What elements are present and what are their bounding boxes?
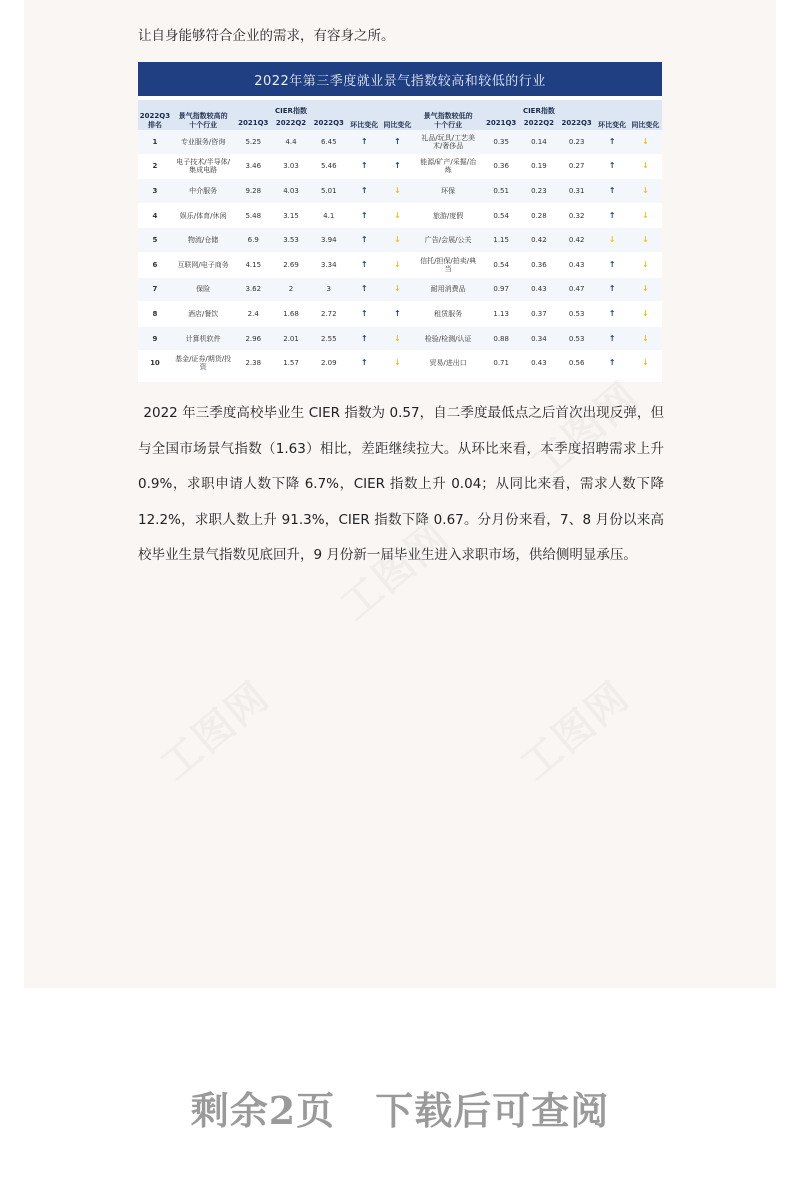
- value-cell: 0.19: [520, 154, 558, 179]
- value-cell: 0.53: [558, 326, 596, 351]
- change-cell: [596, 326, 629, 351]
- arrow-down-icon: ↓: [642, 136, 649, 146]
- arrow-down-icon: ↓: [642, 259, 649, 269]
- value-cell: 4.1: [310, 203, 348, 228]
- change-cell: [348, 351, 381, 376]
- arrow-up-icon: ↑: [608, 284, 616, 294]
- value-cell: 0.14: [520, 130, 558, 154]
- value-cell: 1.68: [272, 302, 310, 327]
- arrow-up-icon: ↑: [608, 259, 616, 269]
- change-cell: [348, 302, 381, 327]
- arrow-up-icon: ↑: [360, 161, 368, 171]
- change-cell: [381, 203, 414, 228]
- value-cell: 3.53: [272, 228, 310, 253]
- value-cell: 3.62: [234, 277, 272, 302]
- rank-cell: 5: [138, 228, 172, 253]
- arrow-up-icon: ↑: [608, 210, 616, 220]
- arrow-down-icon: ↓: [394, 185, 401, 195]
- change-cell: [596, 277, 629, 302]
- table-row: [138, 228, 662, 253]
- arrow-down-icon: ↓: [394, 235, 401, 245]
- value-cell: 0.28: [520, 203, 558, 228]
- download-to-view-text: 下载后可查阅: [375, 1088, 610, 1133]
- change-cell: [596, 154, 629, 179]
- change-cell: [596, 302, 629, 327]
- value-cell: 0.42: [558, 228, 596, 253]
- value-cell: 0.23: [520, 179, 558, 204]
- arrow-up-icon: ↑: [608, 185, 616, 195]
- intro-text-line: 让自身能够符合企业的需求，有容身之所。: [138, 28, 395, 44]
- arrow-up-icon: ↑: [608, 333, 616, 343]
- arrow-up-icon: ↑: [360, 308, 368, 318]
- header-qoq-low: 环比变化: [596, 100, 629, 130]
- change-cell: [629, 228, 662, 253]
- value-cell: 0.54: [482, 203, 520, 228]
- arrow-up-icon: ↑: [360, 235, 368, 245]
- rank-cell: 4: [138, 203, 172, 228]
- table-row: [138, 130, 662, 154]
- header-2021q3-high: 2021Q3: [234, 116, 272, 130]
- value-cell: 0.88: [482, 326, 520, 351]
- arrow-down-icon: ↓: [394, 210, 401, 220]
- change-cell: [381, 154, 414, 179]
- value-cell: 0.36: [520, 252, 558, 277]
- header-yoy-high: 同比变化: [381, 100, 414, 130]
- arrow-down-icon: ↓: [642, 308, 649, 318]
- value-cell: 3.03: [272, 154, 310, 179]
- change-cell: [629, 326, 662, 351]
- value-cell: 0.35: [482, 130, 520, 154]
- value-cell: 5.25: [234, 130, 272, 154]
- value-cell: 6.45: [310, 130, 348, 154]
- value-cell: 0.42: [520, 228, 558, 253]
- value-cell: 2.69: [272, 252, 310, 277]
- change-cell: [348, 326, 381, 351]
- change-cell: [381, 302, 414, 327]
- value-cell: 0.53: [558, 302, 596, 327]
- value-cell: 0.31: [558, 179, 596, 204]
- table-body: [138, 130, 662, 375]
- arrow-up-icon: ↑: [608, 358, 616, 368]
- value-cell: 5.48: [234, 203, 272, 228]
- change-cell: [348, 203, 381, 228]
- arrow-up-icon: ↑: [360, 185, 368, 195]
- arrow-up-icon: ↑: [608, 161, 616, 171]
- high-industry-cell: 基金/证券/期货/投资: [172, 351, 235, 376]
- rank-cell: 10: [138, 351, 172, 376]
- value-cell: 3.46: [234, 154, 272, 179]
- value-cell: 4.03: [272, 179, 310, 204]
- arrow-up-icon: ↑: [360, 210, 368, 220]
- arrow-up-icon: ↑: [360, 136, 368, 146]
- arrow-down-icon: ↓: [642, 235, 649, 245]
- high-industry-cell: 中介服务: [172, 179, 235, 204]
- value-cell: 2: [272, 277, 310, 302]
- table-row: [138, 277, 662, 302]
- value-cell: 9.28: [234, 179, 272, 204]
- change-cell: [348, 228, 381, 253]
- value-cell: 0.51: [482, 179, 520, 204]
- header-cier-high: CIER指数: [234, 100, 347, 116]
- change-cell: [348, 179, 381, 204]
- header-2022q2-high: 2022Q2: [272, 116, 310, 130]
- value-cell: 0.43: [520, 277, 558, 302]
- change-cell: [596, 203, 629, 228]
- rank-cell: 9: [138, 326, 172, 351]
- high-industry-cell: 物流/仓储: [172, 228, 235, 253]
- arrow-up-icon: ↑: [394, 308, 401, 318]
- header-2022q3-low: 2022Q3: [558, 116, 596, 130]
- value-cell: 0.71: [482, 351, 520, 376]
- arrow-down-icon: ↓: [394, 358, 401, 368]
- arrow-up-icon: ↑: [360, 259, 368, 269]
- high-industry-cell: 计算机软件: [172, 326, 235, 351]
- change-cell: [381, 252, 414, 277]
- low-industry-cell: 环保: [414, 179, 482, 204]
- low-industry-cell: 旅游/度假: [414, 203, 482, 228]
- header-low-industry: 景气指数较低的 十个行业: [414, 100, 482, 130]
- rank-cell: 8: [138, 302, 172, 327]
- change-cell: [348, 277, 381, 302]
- value-cell: 0.36: [482, 154, 520, 179]
- value-cell: 2.38: [234, 351, 272, 376]
- change-cell: [596, 351, 629, 376]
- remaining-pages-text: 剩余2页: [190, 1088, 336, 1133]
- rank-cell: 3: [138, 179, 172, 204]
- arrow-up-icon: ↑: [360, 284, 368, 294]
- value-cell: 6.9: [234, 228, 272, 253]
- arrow-down-icon: ↓: [642, 333, 649, 343]
- low-industry-cell: 信托/担保/拍卖/典当: [414, 252, 482, 277]
- arrow-up-icon: ↑: [360, 358, 368, 368]
- low-industry-cell: 检验/检测/认证: [414, 326, 482, 351]
- change-cell: [381, 228, 414, 253]
- table-title: 2022年第三季度就业景气指数较高和较低的行业: [138, 62, 662, 96]
- change-cell: [381, 326, 414, 351]
- arrow-up-icon: ↑: [360, 333, 368, 343]
- change-cell: [381, 277, 414, 302]
- arrow-down-icon: ↓: [642, 284, 649, 294]
- header-rank: 2022Q3 排名: [138, 100, 172, 130]
- paragraph-text: 2022 年三季度高校毕业生 CIER 指数为 0.57，自二季度最低点之后首次出现反弹，但与全国市场景气指数（1.63）相比，差距继续拉大。从环比来看，本季度招聘需求上升 0.9%，求职申请人数下降 6.7%，CIER 指数上升 0.04；从同比来看，需求人数下降 12.2%，求职人数上升 91.3%，CIER 指数下降 0.67。分月份来看，7、8 月份以来高校毕业生景气指数见底回升，9 月份新一届毕业生进入求职市场，供给侧明显承压。: [138, 405, 664, 563]
- industry-index-table-image: [138, 62, 662, 382]
- low-industry-cell: 广告/会展/公关: [414, 228, 482, 253]
- value-cell: 0.47: [558, 277, 596, 302]
- arrow-up-icon: ↑: [394, 136, 401, 146]
- arrow-down-icon: ↓: [608, 235, 616, 245]
- arrow-down-icon: ↓: [642, 358, 649, 368]
- value-cell: 0.56: [558, 351, 596, 376]
- change-cell: [596, 179, 629, 204]
- low-industry-cell: 贸易/进出口: [414, 351, 482, 376]
- arrow-down-icon: ↓: [394, 284, 401, 294]
- high-industry-cell: 专业服务/咨询: [172, 130, 235, 154]
- low-industry-cell: 租赁服务: [414, 302, 482, 327]
- table-row: [138, 326, 662, 351]
- change-cell: [596, 130, 629, 154]
- value-cell: 1.15: [482, 228, 520, 253]
- header-2022q3-high: 2022Q3: [310, 116, 348, 130]
- value-cell: 2.55: [310, 326, 348, 351]
- value-cell: 2.72: [310, 302, 348, 327]
- rank-cell: 1: [138, 130, 172, 154]
- change-cell: [348, 130, 381, 154]
- value-cell: 0.34: [520, 326, 558, 351]
- table-row: [138, 302, 662, 327]
- header-yoy-low: 同比变化: [629, 100, 662, 130]
- value-cell: 0.32: [558, 203, 596, 228]
- change-cell: [629, 351, 662, 376]
- value-cell: 5.01: [310, 179, 348, 204]
- value-cell: 0.27: [558, 154, 596, 179]
- download-prompt[interactable]: [0, 1080, 800, 1135]
- rank-cell: 7: [138, 277, 172, 302]
- value-cell: 3: [310, 277, 348, 302]
- change-cell: [629, 130, 662, 154]
- change-cell: [629, 179, 662, 204]
- arrow-down-icon: ↓: [394, 333, 401, 343]
- change-cell: [629, 277, 662, 302]
- header-2022q2-low: 2022Q2: [520, 116, 558, 130]
- table-row: [138, 252, 662, 277]
- rank-cell: 2: [138, 154, 172, 179]
- value-cell: 4.15: [234, 252, 272, 277]
- value-cell: 2.4: [234, 302, 272, 327]
- arrow-down-icon: ↓: [642, 210, 649, 220]
- change-cell: [348, 252, 381, 277]
- value-cell: 1.57: [272, 351, 310, 376]
- change-cell: [629, 203, 662, 228]
- table-row: [138, 203, 662, 228]
- rank-cell: 6: [138, 252, 172, 277]
- value-cell: 0.97: [482, 277, 520, 302]
- value-cell: 0.37: [520, 302, 558, 327]
- high-industry-cell: 保险: [172, 277, 235, 302]
- change-cell: [381, 351, 414, 376]
- value-cell: 0.43: [520, 351, 558, 376]
- table-row: [138, 179, 662, 204]
- analysis-paragraph: [138, 396, 664, 574]
- header-qoq-high: 环比变化: [348, 100, 381, 130]
- value-cell: 2.09: [310, 351, 348, 376]
- change-cell: [629, 302, 662, 327]
- change-cell: [629, 154, 662, 179]
- arrow-up-icon: ↑: [608, 136, 616, 146]
- high-industry-cell: 酒店/餐饮: [172, 302, 235, 327]
- value-cell: 3.94: [310, 228, 348, 253]
- arrow-down-icon: ↓: [394, 259, 401, 269]
- value-cell: 5.46: [310, 154, 348, 179]
- change-cell: [381, 130, 414, 154]
- value-cell: 0.54: [482, 252, 520, 277]
- value-cell: 4.4: [272, 130, 310, 154]
- header-cier-low: CIER指数: [482, 100, 595, 116]
- change-cell: [596, 228, 629, 253]
- high-industry-cell: 娱乐/体育/休闲: [172, 203, 235, 228]
- arrow-up-icon: ↑: [394, 161, 401, 171]
- change-cell: [629, 252, 662, 277]
- header-high-industry: 景气指数较高的 十个行业: [172, 100, 235, 130]
- arrow-down-icon: ↓: [642, 161, 649, 171]
- value-cell: 0.43: [558, 252, 596, 277]
- value-cell: 3.15: [272, 203, 310, 228]
- industry-index-table: [138, 100, 662, 376]
- change-cell: [381, 179, 414, 204]
- arrow-down-icon: ↓: [642, 185, 649, 195]
- value-cell: 3.34: [310, 252, 348, 277]
- value-cell: 2.96: [234, 326, 272, 351]
- change-cell: [348, 154, 381, 179]
- table-row: [138, 351, 662, 376]
- high-industry-cell: 电子技术/半导体/集成电路: [172, 154, 235, 179]
- arrow-up-icon: ↑: [608, 308, 616, 318]
- low-industry-cell: 能源/矿产/采掘/冶炼: [414, 154, 482, 179]
- high-industry-cell: 互联网/电子商务: [172, 252, 235, 277]
- table-row: [138, 154, 662, 179]
- value-cell: 1.13: [482, 302, 520, 327]
- change-cell: [596, 252, 629, 277]
- value-cell: 0.23: [558, 130, 596, 154]
- low-industry-cell: 礼品/玩具/工艺美术/奢侈品: [414, 130, 482, 154]
- value-cell: 2.01: [272, 326, 310, 351]
- low-industry-cell: 耐用消费品: [414, 277, 482, 302]
- header-2021q3-low: 2021Q3: [482, 116, 520, 130]
